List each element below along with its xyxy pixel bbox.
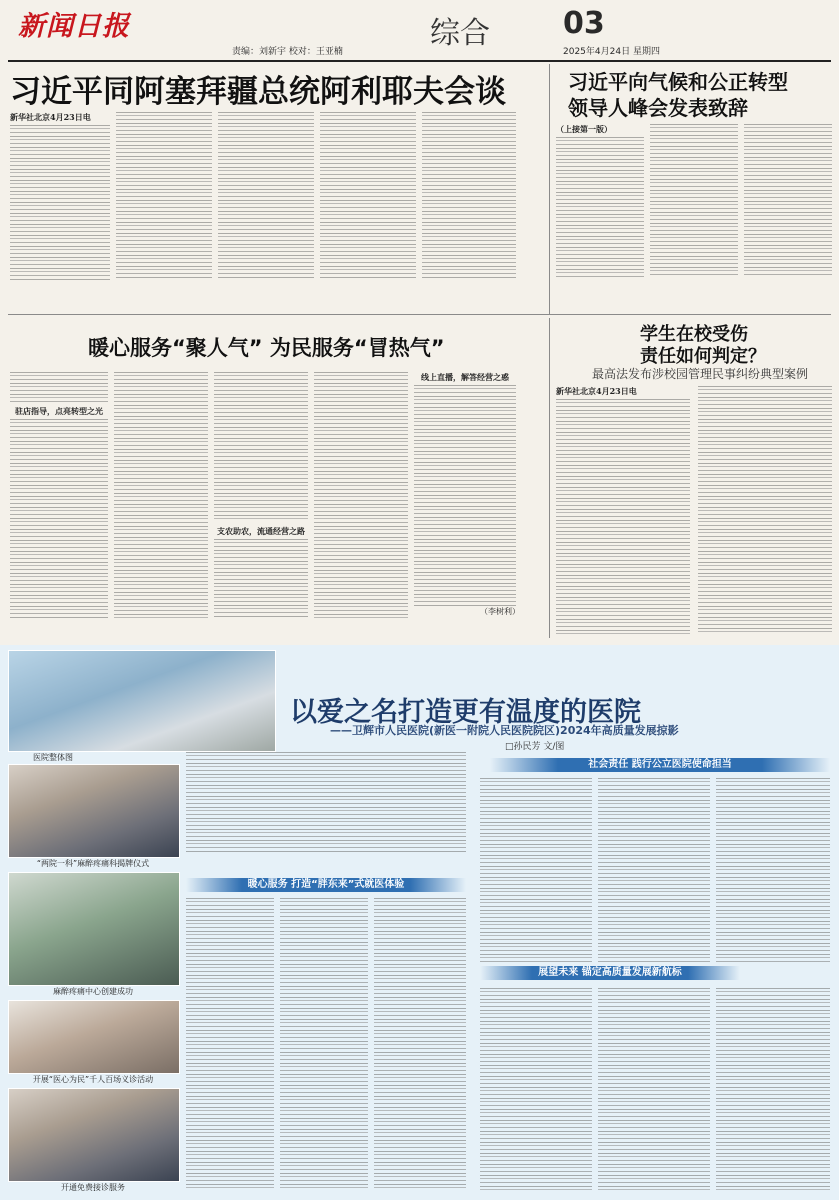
column-divider: [549, 318, 550, 638]
story2-col2: [650, 124, 738, 277]
feature-s3-col1: [480, 988, 592, 1190]
story3-col4: [314, 372, 408, 619]
caption-3: 麻醉疼痛中心创建成功: [53, 987, 133, 996]
story3-headline: 暖心服务“聚人气” 为民服务“冒热气”: [88, 336, 445, 360]
section-title: 综合: [430, 16, 490, 51]
story3-signature: （李树利）: [480, 607, 520, 616]
story3-col1-b: [10, 419, 108, 619]
caption-1: 医院整体图: [33, 753, 73, 762]
feature-s1-col2: [598, 778, 710, 963]
anesthesia-center-photo: [8, 872, 180, 986]
story1-dateline: 新华社北京4月23日电: [10, 112, 91, 122]
feature-s3-col2: [598, 988, 710, 1190]
story2-headline-line2: 领导人峰会发表致辞: [568, 96, 748, 120]
story1-col1: [10, 125, 110, 280]
story3-sub1: 驻店指导，点亮转型之光: [15, 407, 103, 416]
story2-col1: [556, 137, 644, 277]
story4-headline-line2: 责任如何判定？: [640, 346, 766, 367]
caption-5: 开通免费接诊服务: [61, 1183, 125, 1192]
story1-col4: [320, 112, 416, 280]
ceremony-photo: [8, 764, 180, 858]
feature-s2-col1: [186, 898, 274, 1190]
story1-headline: 习近平同阿塞拜疆总统阿利耶夫会谈: [10, 74, 506, 110]
feature-section3-heading: 展望未来 锚定高质量发展新航标: [480, 966, 740, 980]
story1-col2: [116, 112, 212, 280]
issue-date: 2025年4月24日 星期四: [563, 47, 660, 57]
feature-section1-heading: 社会责任 践行公立医院使命担当: [490, 758, 830, 772]
story3-sub3: 线上直播，解答经营之惑: [421, 373, 509, 382]
column-divider: [549, 64, 550, 314]
newspaper-logo: 新闻日报: [18, 11, 130, 42]
story4-headline-line1: 学生在校受伤: [640, 324, 748, 345]
editor-line: 责编：刘新宇 校对：王亚楠: [232, 47, 343, 57]
story1-col5: [422, 112, 516, 280]
story4-subhead: 最高法发布涉校园管理民事纠纷典型案例: [592, 367, 809, 381]
free-clinic-photo: [8, 1000, 180, 1074]
feature-s2-col2: [280, 898, 368, 1190]
story3-col3-b: [214, 539, 308, 619]
story3-col2: [114, 372, 208, 619]
feature-section2-heading: 暖心服务 打造“胖东来”式就医体验: [186, 878, 466, 892]
feature-s2-col3: [374, 898, 466, 1190]
page-number: 03: [563, 6, 605, 41]
story3-col5: [414, 385, 516, 607]
divider: [8, 314, 831, 315]
story3-col3-a: [214, 372, 308, 522]
feature-intro: [186, 752, 466, 854]
hospital-overview-photo: [8, 650, 276, 752]
feature-byline: □孙民芳 文/图: [505, 742, 565, 752]
feature-title: 以爱之名打造更有温度的医院: [290, 697, 641, 728]
feature-s1-col1: [480, 778, 592, 963]
reception-photo: [8, 1088, 180, 1182]
story2-dateline: （上接第一版）: [556, 124, 612, 134]
story4-col1: [556, 399, 690, 634]
caption-4: 开展“医心为民”千人百场义诊活动: [32, 1075, 154, 1084]
story3-col1-a: [10, 372, 108, 404]
story2-col3: [744, 124, 832, 277]
caption-2: “两院一科”麻醉疼痛科揭牌仪式: [36, 859, 150, 868]
feature-s1-col3: [716, 778, 830, 963]
story1-col3: [218, 112, 314, 280]
story3-sub2: 支农助农，流通经营之路: [217, 527, 305, 536]
story4-col2: [698, 386, 832, 634]
feature-subtitle: ——卫辉市人民医院(新医一附院人民医院院区)2024年高质量发展掠影: [330, 724, 679, 737]
feature-s3-col3: [716, 988, 830, 1190]
story4-dateline: 新华社北京4月23日电: [556, 386, 637, 396]
masthead-rule: [8, 60, 831, 62]
masthead: [0, 0, 839, 62]
story2-headline-line1: 习近平向气候和公正转型: [568, 70, 788, 94]
